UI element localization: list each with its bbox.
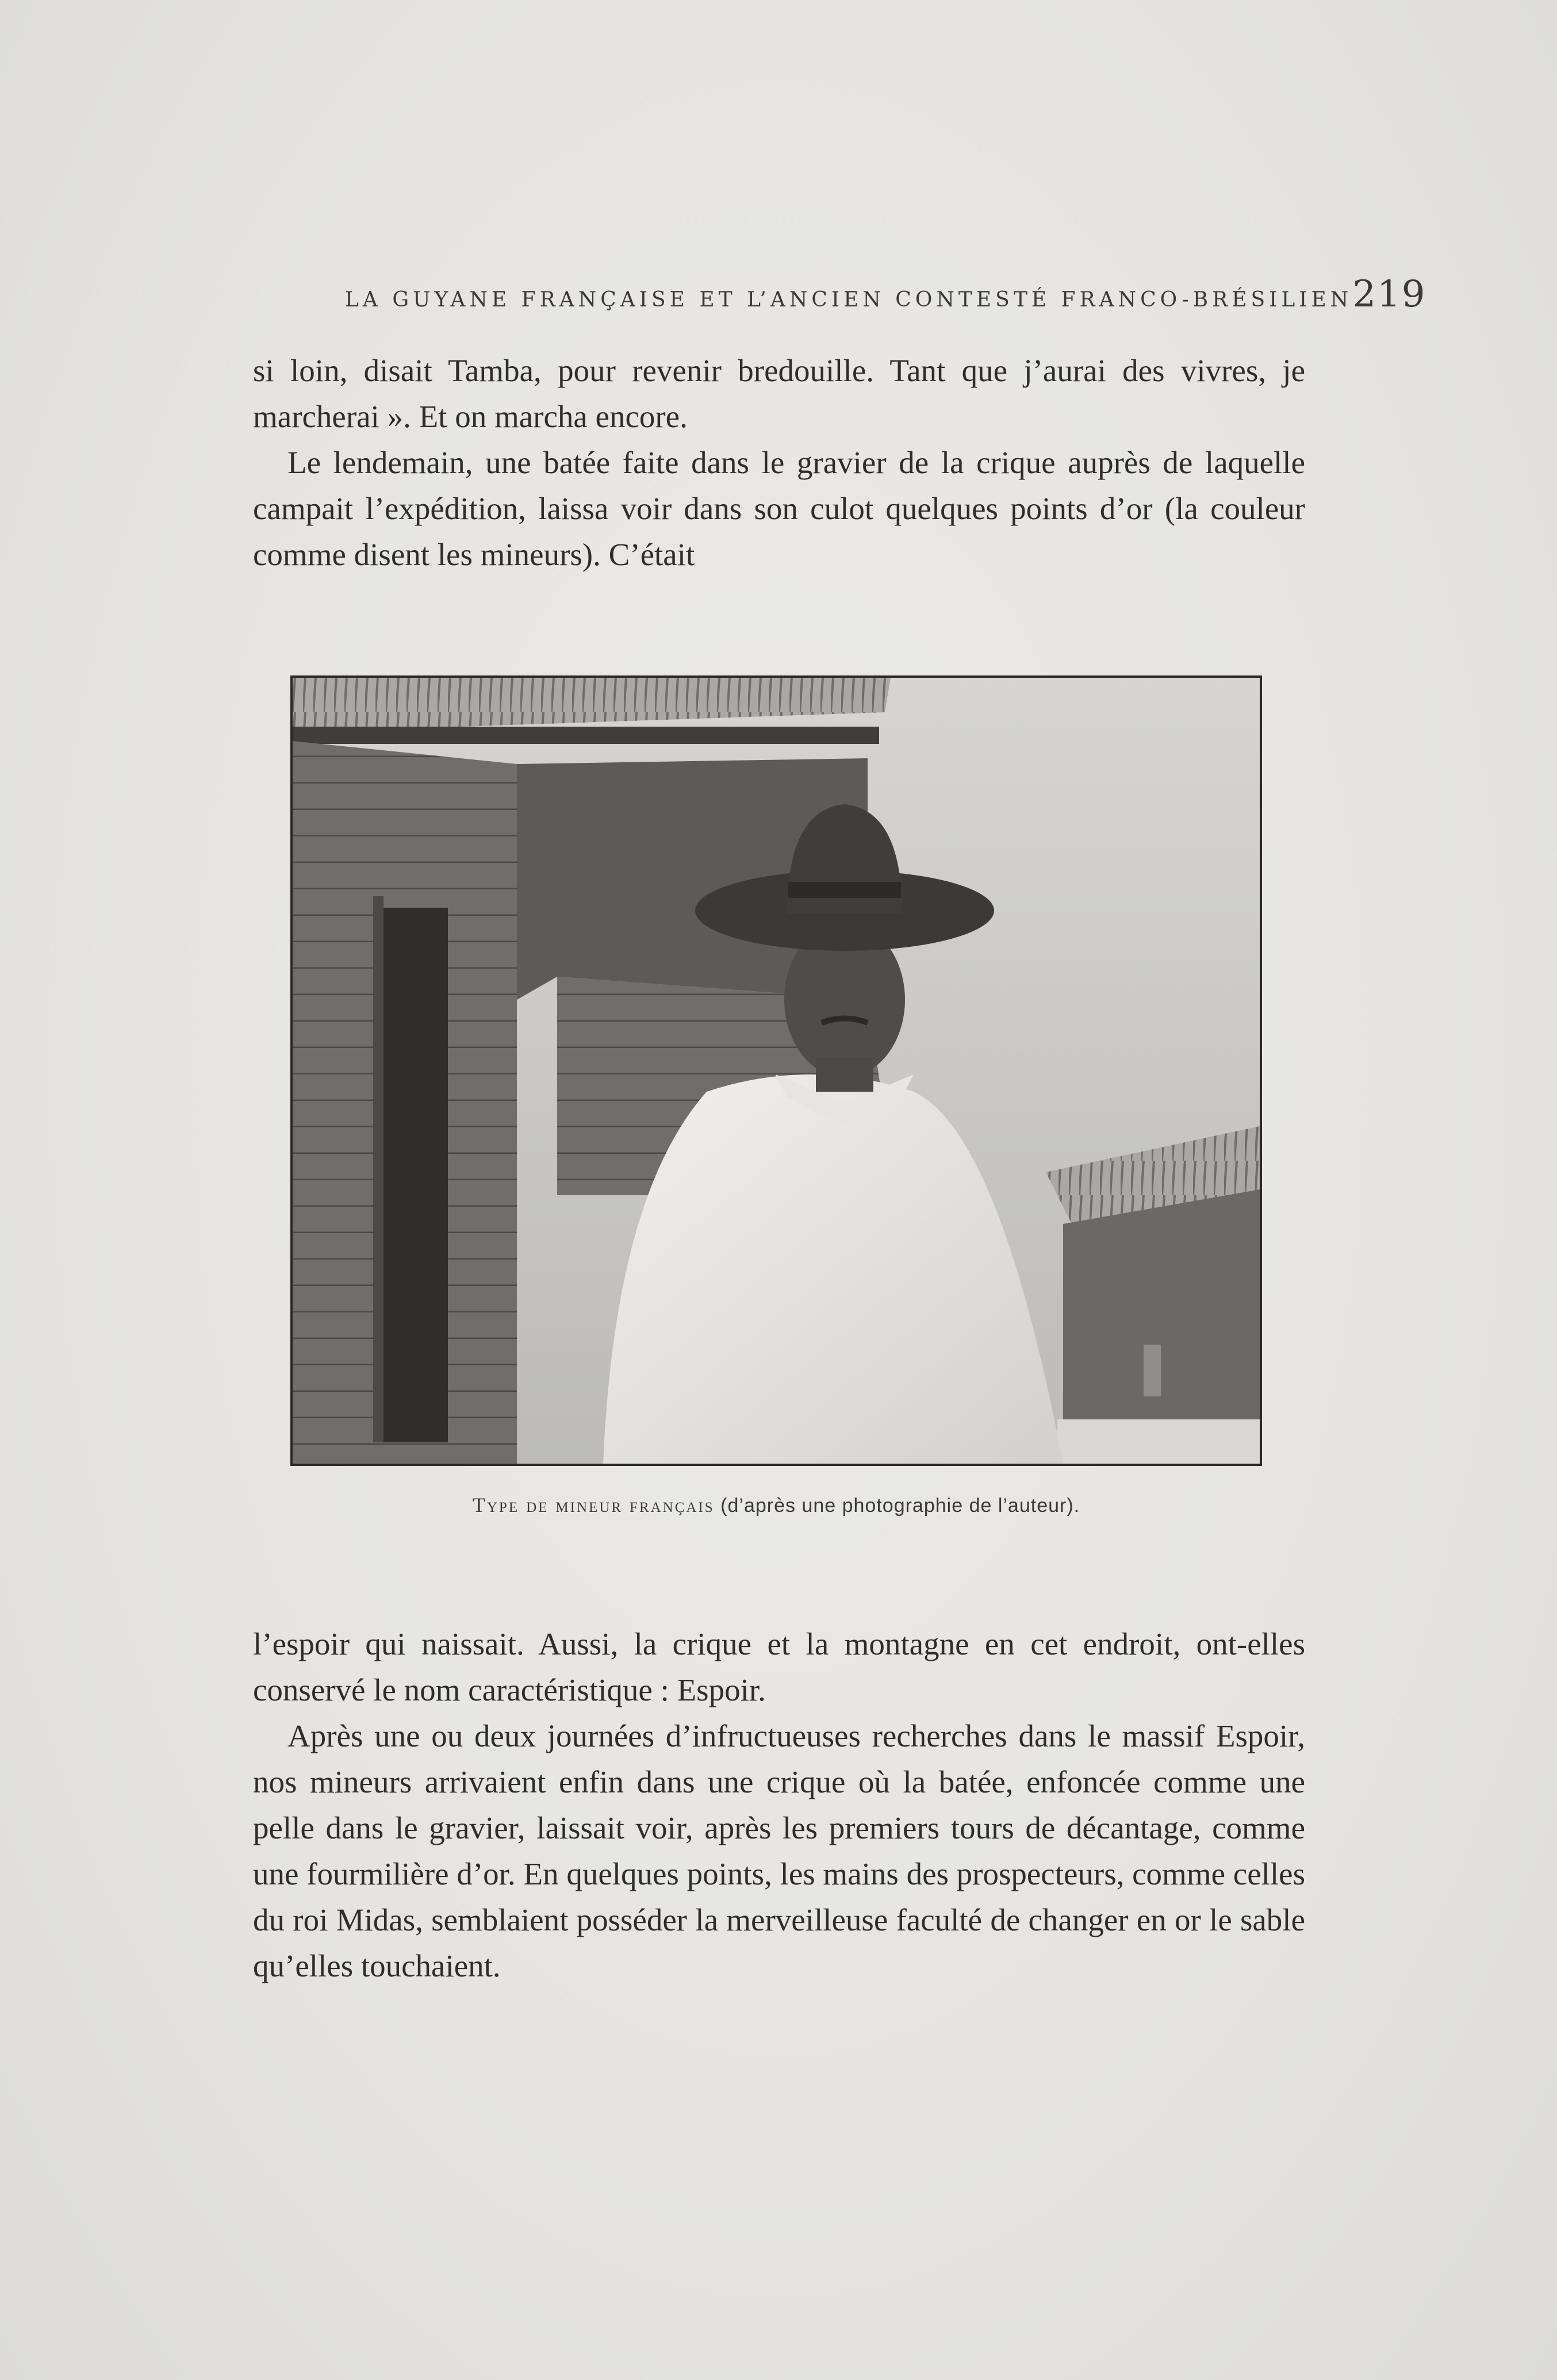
miner-neck [816, 1057, 873, 1092]
roof-eave [293, 727, 879, 744]
hat-band [788, 882, 901, 898]
distant-figure [1144, 1345, 1161, 1396]
page-number: 219 [1352, 273, 1426, 316]
paragraph-continued: si loin, disait Tamba, pour revenir bredouille. Tant que j’aurai des vivres, je marcherai ». Et on marcha encore. [253, 353, 1305, 434]
neighbor-house [1063, 1189, 1260, 1437]
running-head [345, 273, 1426, 316]
ground [1057, 1419, 1260, 1464]
caption-credit: (d’après une photographie de l’auteur). [720, 1495, 1080, 1517]
doorway [379, 908, 448, 1442]
figure-caption [287, 1493, 1265, 1517]
paragraph-espoir: l’espoir qui naissait. Aussi, la crique et la montagne en cet endroit, ont-elles conservé le nom caractéristique : Espoir. [253, 1626, 1305, 1707]
photograph-image [293, 678, 1260, 1464]
paragraph-apres: Après une ou deux journées d’infructueuses recherches dans le massif Espoir, nos mineurs arrivaient enfin dans une crique où la batée, enfoncée comme une pelle dans le gravier, laissait voir, après les premiers tours de décantage, comme une fourmilière d’or. En quelques points, les mains des prospecteurs, comme celles du roi Midas, semblaient posséder la merveilleuse faculté de changer en or le sable qu’elles touchaient. [253, 1718, 1305, 1983]
photograph-miner [290, 675, 1262, 1466]
door-frame [373, 896, 384, 1442]
paragraph-lendemain: Le lendemain, une batée faite dans le gravier de la crique auprès de laquelle campait l’expédition, laissa voir dans son culot quelques points d’or (la couleur comme disent les mineurs). C’était [253, 445, 1305, 572]
caption-title: Type de mineur français [472, 1494, 715, 1517]
running-title: LA GUYANE FRANÇAISE ET L’ANCIEN CONTESTÉ FRANCO-BRÉSILIEN [345, 288, 1353, 312]
